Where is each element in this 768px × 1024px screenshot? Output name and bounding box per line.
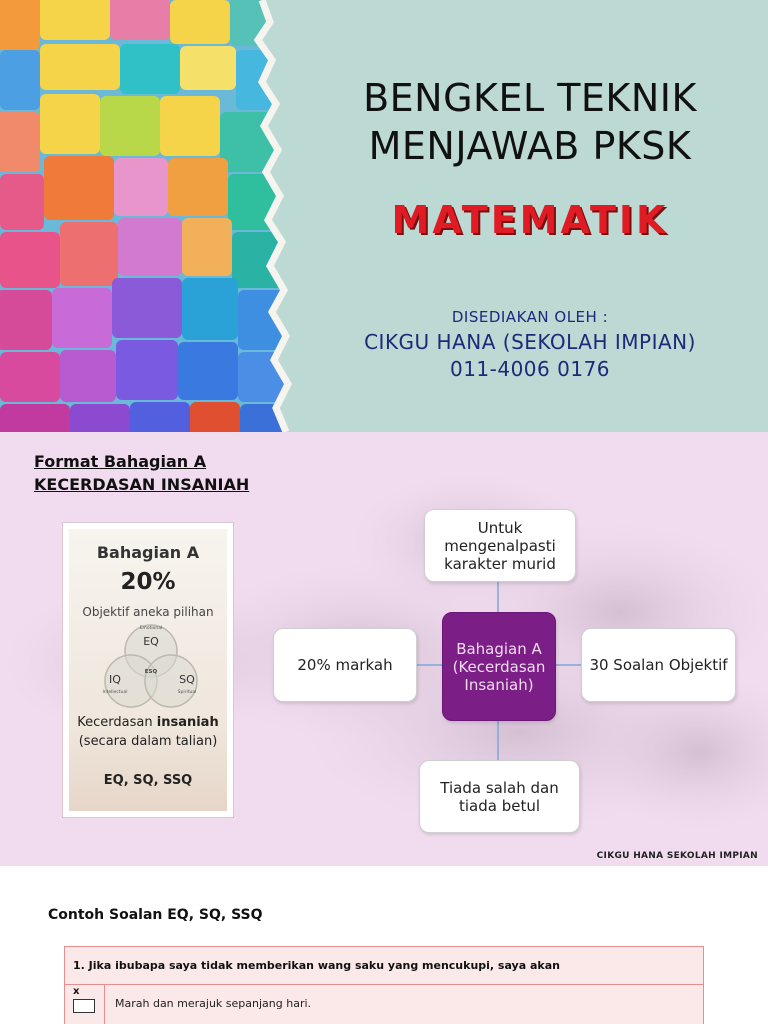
iq-text: IQ <box>109 673 121 686</box>
card-objective: Objektif aneka pilihan <box>82 605 214 619</box>
card-percent: 20% <box>120 569 176 595</box>
intellectual-text: Intellectual <box>102 690 128 695</box>
subject-label: MATEMATIK <box>391 198 669 242</box>
sq-text: SQ <box>179 673 195 686</box>
prepared-by-label: DISEDIAKAN OLEH : <box>451 308 609 326</box>
torn-paper-edge <box>0 0 300 432</box>
types-label: EQ, SQ, SSQ <box>103 773 193 788</box>
title-line-1: BENGKEL TEKNIK <box>363 76 697 120</box>
online-label: (secara dalam talian) <box>78 734 218 749</box>
author-name: CIKGU HANA (SEKOLAH IMPIAN) <box>364 330 696 354</box>
spiritual-text: Spiritual <box>177 690 197 695</box>
workshop-title <box>330 74 730 170</box>
phone-number: 011-4006 0176 <box>449 357 611 381</box>
node-right: 30 Soalan Objektif <box>581 628 736 702</box>
example-title: Contoh Soalan EQ, SQ, SSQ <box>48 907 263 923</box>
example-slide <box>0 866 768 1024</box>
format-slide <box>0 432 768 866</box>
title-line-2: MENJAWAB PKSK <box>368 124 692 168</box>
node-bottom: Tiada salah dan tiada betul <box>419 760 580 833</box>
node-left: 20% markah <box>273 628 417 702</box>
option-text: Marah dan merajuk sepanjang hari. <box>115 997 312 1010</box>
kecerdasan-word: Kecerdasan <box>77 715 153 730</box>
node-top: Untuk mengenalpasti karakter murid <box>424 509 576 582</box>
insaniah-word: insaniah <box>156 715 219 730</box>
section-subheading: KECERDASAN INSANIAH <box>34 475 250 494</box>
card-title: Bahagian A <box>96 543 200 562</box>
slide-footer: CIKGU HANA SEKOLAH IMPIAN <box>596 851 758 861</box>
eq-text: EQ <box>143 635 159 648</box>
option-mark: x <box>73 986 80 997</box>
question-table <box>64 946 704 1024</box>
section-heading: Format Bahagian A <box>34 452 207 471</box>
option-cell <box>65 985 105 1024</box>
esq-text: ESQ <box>144 669 158 675</box>
question-text: 1. Jika ibubapa saya tidak memberikan wang saku yang mencukupi, saya akan <box>65 947 703 985</box>
node-center: Bahagian A (Kecerdasan Insaniah) <box>442 612 556 721</box>
option-checkbox[interactable] <box>73 999 95 1013</box>
title-slide <box>0 0 768 432</box>
emotional-text: Emotional <box>139 626 163 631</box>
option-row <box>65 985 703 1024</box>
